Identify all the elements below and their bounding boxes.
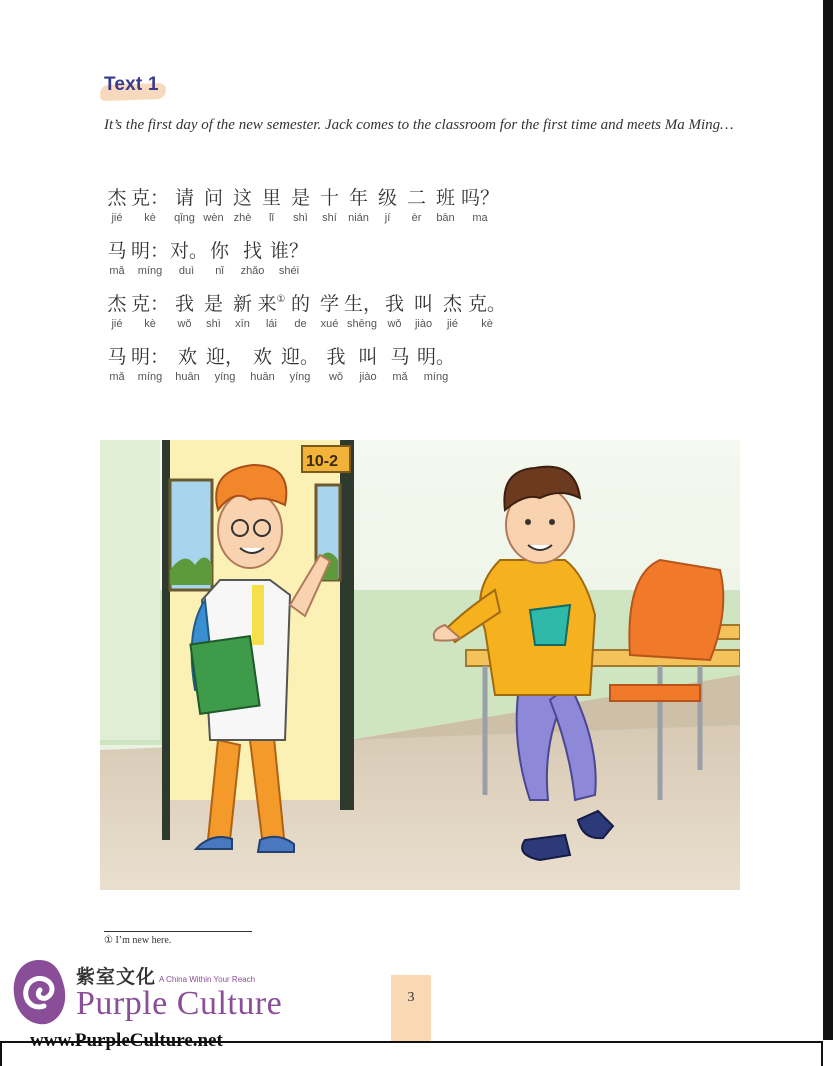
hanzi: 马 bbox=[390, 346, 410, 368]
speaker-hanzi: 杰 bbox=[107, 293, 127, 315]
pinyin: míng bbox=[423, 371, 449, 383]
chair-back bbox=[629, 560, 723, 660]
hanzi: 生， bbox=[344, 293, 383, 315]
pinyin: wǒ bbox=[177, 318, 192, 330]
speaker-pinyin: jié bbox=[111, 318, 123, 330]
logo-url: www.PurpleCulture.net bbox=[30, 1030, 223, 1051]
pinyin: qǐng bbox=[174, 212, 195, 224]
pinyin: lǐ bbox=[269, 212, 274, 224]
pinyin: èr bbox=[411, 212, 422, 224]
dialogue bbox=[104, 186, 704, 398]
dialogue-line bbox=[104, 239, 704, 292]
speaker-pinyin: míng bbox=[137, 265, 163, 277]
chair-seat bbox=[610, 685, 700, 701]
pinyin: shì bbox=[293, 212, 308, 224]
hanzi: 欢 bbox=[252, 346, 272, 368]
pinyin: shì bbox=[206, 318, 221, 330]
hanzi-row bbox=[104, 292, 704, 316]
speaker-pinyin: jié bbox=[111, 212, 123, 224]
hanzi: 来① bbox=[257, 293, 286, 315]
speaker-pinyin: kè bbox=[144, 212, 156, 224]
footnote-marker: ① bbox=[276, 294, 286, 305]
hanzi-row bbox=[104, 239, 704, 263]
speaker-hanzi: 杰 bbox=[107, 187, 127, 209]
pinyin: shéi bbox=[278, 265, 300, 277]
logo-name: Purple Culture bbox=[76, 985, 283, 1022]
footnote: ① I’m new here. bbox=[104, 935, 172, 946]
hanzi-row bbox=[104, 345, 704, 369]
speaker-hanzi: 克： bbox=[130, 187, 169, 209]
hanzi: 里 bbox=[261, 187, 281, 209]
left-wall bbox=[100, 440, 160, 740]
hanzi: 你 bbox=[209, 240, 229, 262]
speaker-hanzi: 明： bbox=[130, 346, 169, 368]
hanzi-row bbox=[104, 186, 704, 210]
hanzi: 迎， bbox=[205, 346, 244, 368]
hanzi: 克。 bbox=[467, 293, 506, 315]
hanzi: 的 bbox=[290, 293, 310, 315]
pinyin-row bbox=[104, 211, 704, 225]
pinyin: jié bbox=[446, 318, 458, 330]
pinyin: zhè bbox=[233, 212, 252, 224]
text-heading: Text 1 bbox=[104, 74, 159, 95]
hanzi: 学 bbox=[319, 293, 339, 315]
pinyin: jí bbox=[384, 212, 391, 224]
hanzi: 杰 bbox=[442, 293, 462, 315]
hanzi: 是 bbox=[290, 187, 310, 209]
pinyin: huān bbox=[175, 371, 200, 383]
hanzi: 明。 bbox=[416, 346, 455, 368]
pinyin-row bbox=[104, 370, 704, 384]
hanzi: 欢 bbox=[177, 346, 197, 368]
hanzi: 请 bbox=[174, 187, 194, 209]
hanzi: 我 bbox=[174, 293, 194, 315]
pinyin: lái bbox=[265, 318, 277, 330]
pinyin: wǒ bbox=[387, 318, 402, 330]
hanzi: 级 bbox=[377, 187, 397, 209]
logo-chinese-name: 紫室文化 bbox=[76, 966, 157, 988]
pinyin: shēng bbox=[347, 318, 377, 330]
hanzi: 迎。 bbox=[280, 346, 319, 368]
pinyin: yíng bbox=[214, 371, 236, 383]
hanzi: 找 bbox=[242, 240, 262, 262]
speaker-hanzi: 马 bbox=[107, 346, 127, 368]
page-number: 3 bbox=[407, 990, 415, 1005]
hanzi: 对。 bbox=[170, 240, 209, 262]
pinyin: kè bbox=[481, 318, 493, 330]
pinyin: yíng bbox=[289, 371, 311, 383]
pinyin: wǒ bbox=[328, 371, 344, 383]
speaker-hanzi: 明： bbox=[130, 240, 169, 262]
hanzi: 十 bbox=[319, 187, 339, 209]
hanzi: 班 bbox=[435, 187, 455, 209]
hanzi: 问 bbox=[203, 187, 223, 209]
hanzi: 年 bbox=[348, 187, 368, 209]
door-sign-text: 10-2 bbox=[306, 453, 339, 470]
logo-tagline: A China Within Your Reach bbox=[159, 975, 256, 984]
hanzi: 这 bbox=[232, 187, 252, 209]
intro-paragraph: It’s the first day of the new semester. Jack comes to the classroom for the first time and meets Ma Ming… bbox=[104, 117, 734, 133]
speaker-pinyin: kè bbox=[144, 318, 156, 330]
pinyin: huān bbox=[250, 371, 275, 383]
pinyin: mǎ bbox=[392, 371, 408, 383]
pinyin: xué bbox=[320, 318, 339, 330]
dialogue-line bbox=[104, 186, 704, 239]
speaker-pinyin: mǎ bbox=[109, 371, 125, 383]
classroom-illustration bbox=[100, 440, 740, 890]
footnote-rule bbox=[104, 931, 252, 932]
hanzi: 我 bbox=[326, 346, 346, 368]
purple-culture-logo-icon bbox=[10, 958, 68, 1028]
dialogue-line bbox=[104, 345, 704, 398]
pinyin: nián bbox=[348, 212, 369, 224]
hanzi: 二 bbox=[406, 187, 426, 209]
pinyin: jiào bbox=[414, 318, 433, 330]
hanzi: 是 bbox=[203, 293, 223, 315]
dialogue-line bbox=[104, 292, 704, 345]
page-number-tab bbox=[391, 975, 431, 1041]
door-frame-right bbox=[340, 440, 354, 810]
hanzi: 新 bbox=[232, 293, 252, 315]
speaker-pinyin: mǎ bbox=[109, 265, 125, 277]
hanzi: 我 bbox=[384, 293, 404, 315]
speaker-pinyin: míng bbox=[137, 371, 163, 383]
hanzi: 吗？ bbox=[460, 187, 499, 209]
pinyin: wèn bbox=[203, 212, 224, 224]
pinyin: bān bbox=[436, 212, 455, 224]
pinyin: duì bbox=[178, 265, 195, 277]
pinyin: ma bbox=[472, 212, 488, 224]
pinyin-row bbox=[104, 264, 704, 278]
hanzi: 谁？ bbox=[269, 240, 308, 262]
speaker-hanzi: 克： bbox=[130, 293, 169, 315]
page-right-border bbox=[823, 0, 833, 1040]
speaker-hanzi: 马 bbox=[107, 240, 127, 262]
pinyin: nǐ bbox=[215, 265, 224, 277]
pinyin: jiào bbox=[359, 371, 377, 383]
hanzi: 叫 bbox=[358, 346, 378, 368]
pinyin: zhǎo bbox=[240, 265, 265, 277]
pinyin: shí bbox=[322, 212, 337, 224]
pinyin: de bbox=[294, 318, 307, 330]
hanzi: 叫 bbox=[413, 293, 433, 315]
pinyin-row bbox=[104, 317, 704, 331]
pinyin: xīn bbox=[235, 318, 250, 330]
text-heading-block bbox=[104, 74, 159, 96]
